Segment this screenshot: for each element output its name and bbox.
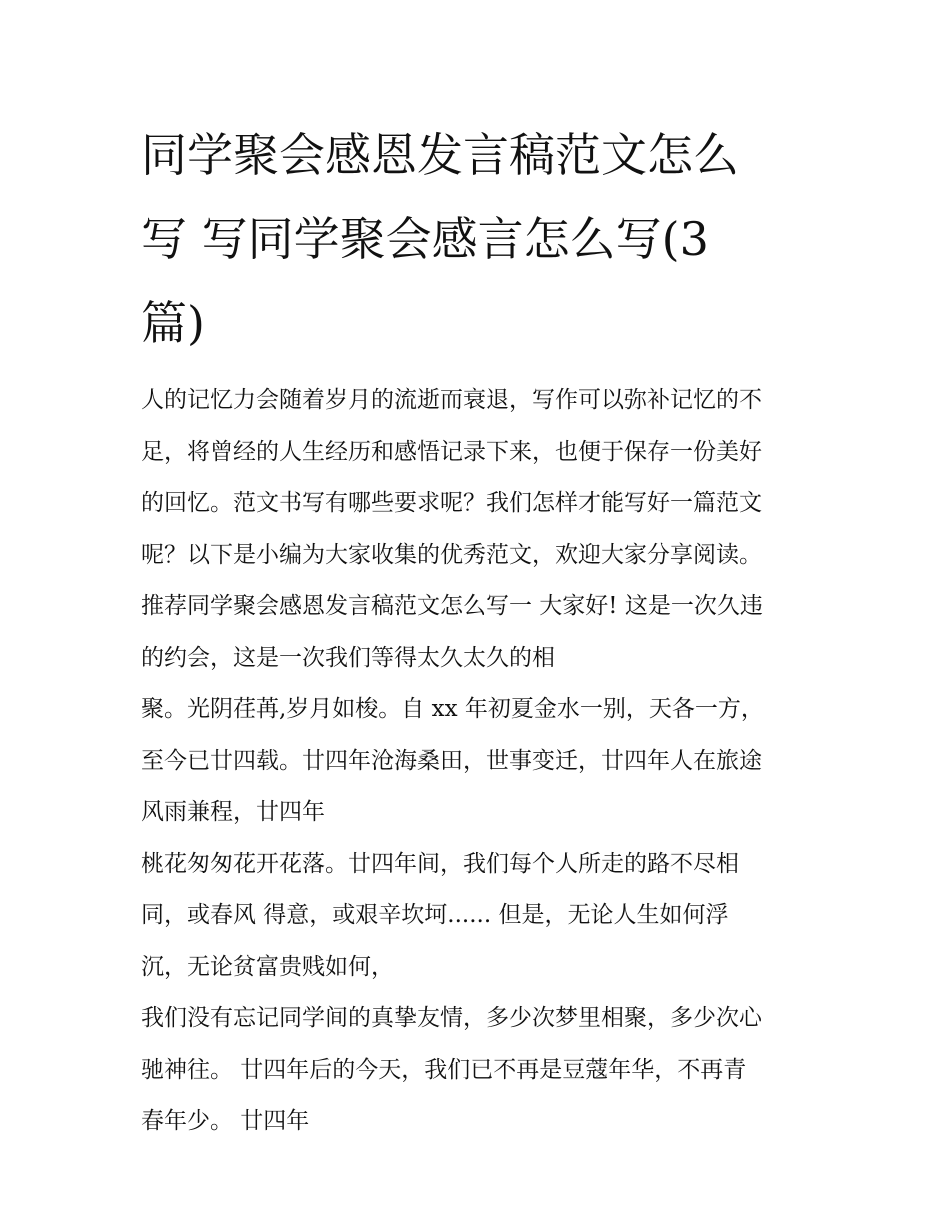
body-line: 风雨兼程，廿四年 — [141, 799, 325, 825]
document-body — [141, 375, 817, 1148]
body-line: 桃花匆匆花开花落。廿四年间，我们每个人所走的路不尽相 — [141, 850, 739, 877]
document-page — [141, 113, 817, 1148]
body-line: 足，将曾经的人生经历和感悟记录下来，也便于保存一份美好 — [141, 438, 762, 465]
body-line: 至今已廿四载。廿四年沧海桑田，世事变迁，廿四年人在旅途 — [141, 747, 762, 774]
body-line: 春年少。 廿四年 — [141, 1108, 310, 1134]
body-line: 聚。光阴荏苒,岁月如梭。自 xx 年初夏金水一别，天各一方， — [141, 696, 764, 722]
title-line: 篇) — [141, 296, 205, 350]
body-line: 的回忆。范文书写有哪些要求呢？我们怎样才能写好一篇范文 — [141, 490, 762, 516]
document-title — [141, 113, 817, 365]
body-line: 我们没有忘记同学间的真挚友情，多少次梦里相聚，多少次心 — [141, 1005, 762, 1031]
body-line: 同，或春风 得意，或艰辛坎坷...... 但是，无论人生如何浮 — [141, 902, 729, 928]
title-line: 同学聚会感恩发言稿范文怎么 — [141, 128, 739, 182]
body-line: 驰神往。 廿四年后的今天，我们已不再是豆蔻年华，不再青 — [141, 1056, 747, 1083]
body-line: 人的记忆力会随着岁月的流逝而衰退，写作可以弥补记忆的不 — [141, 387, 762, 413]
body-line: 沉，无论贫富贵贱如何， — [141, 953, 394, 980]
body-line: 呢？以下是小编为大家收集的优秀范文，欢迎大家分享阅读。 — [141, 541, 762, 568]
title-line: 写 写同学聚会感言怎么写(3 — [141, 212, 709, 266]
body-line: 推荐同学聚会感恩发言稿范文怎么写一 大家好! 这是一次久违 — [141, 593, 763, 619]
body-line: 的约会，这是一次我们等得太久太久的相 — [141, 644, 555, 671]
